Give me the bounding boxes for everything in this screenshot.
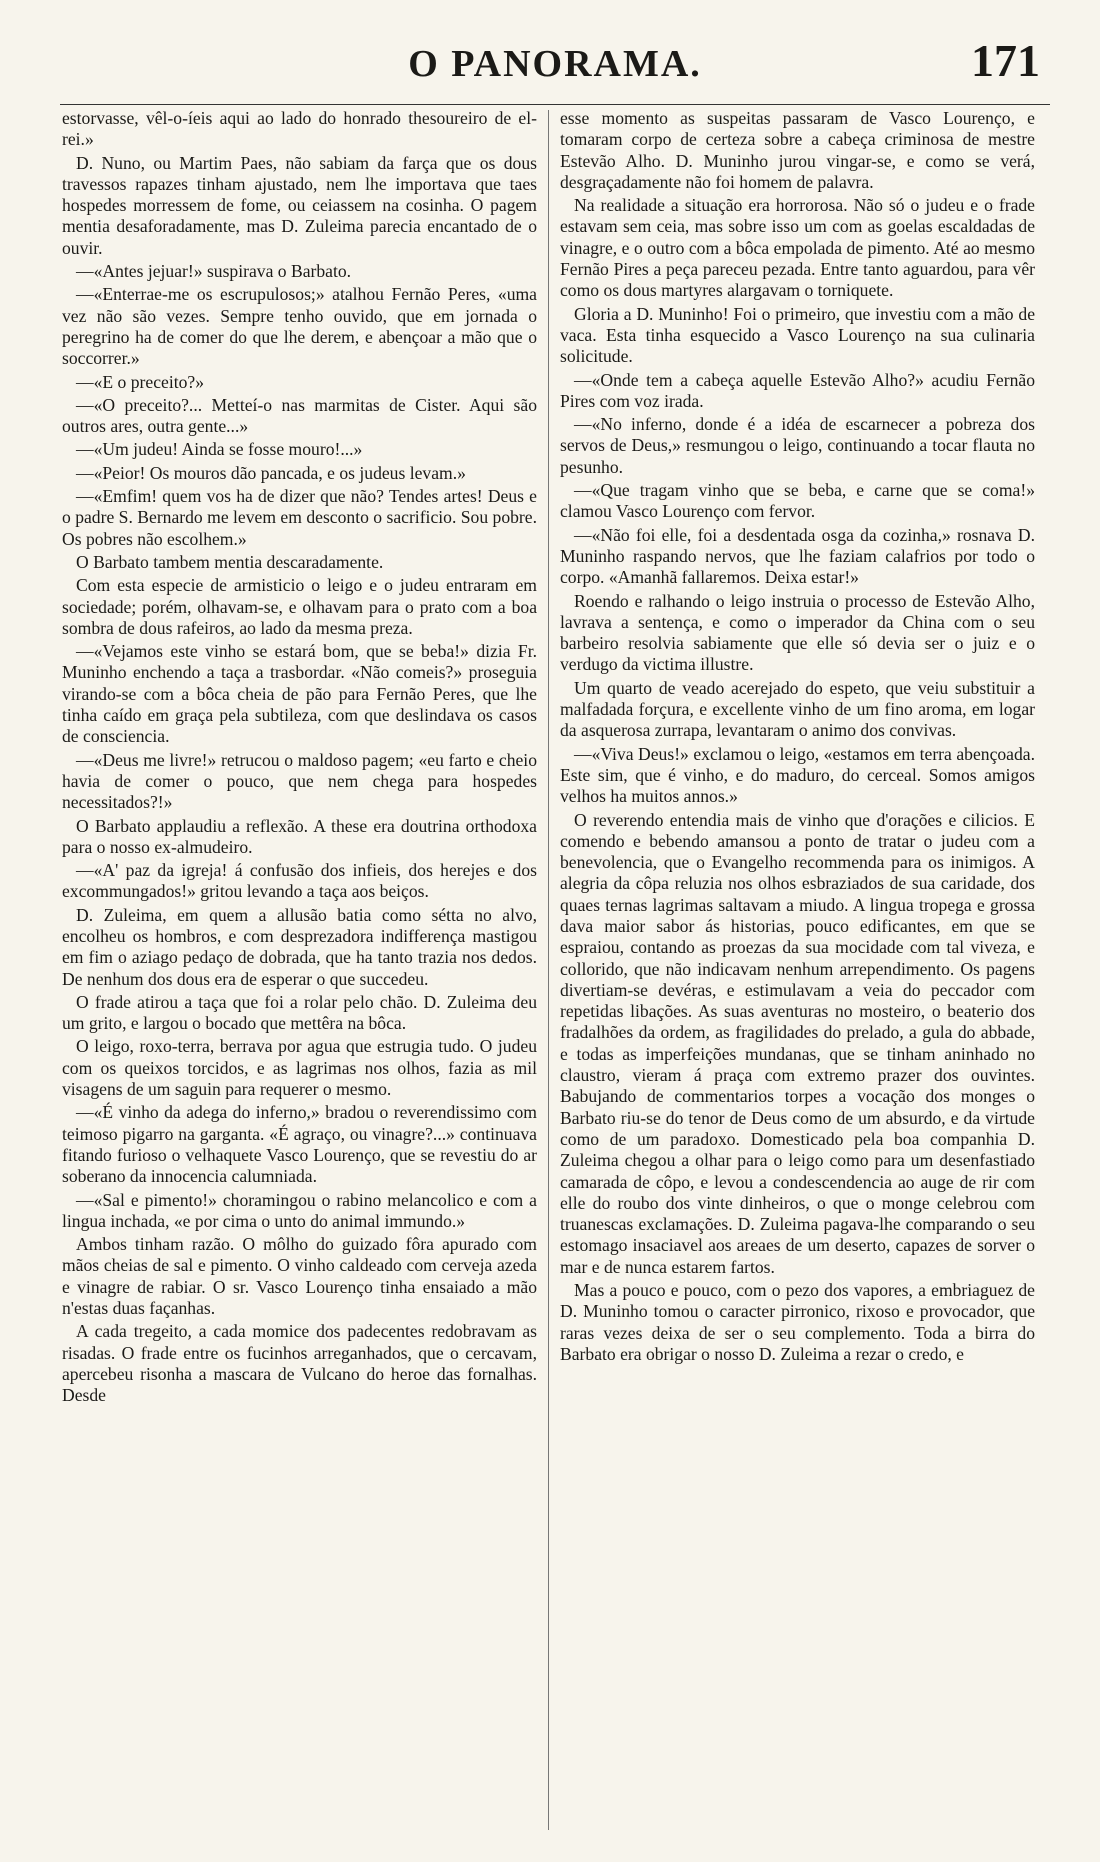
page-number: 171 (971, 35, 1040, 86)
masthead (60, 30, 1050, 100)
paragraph: —«Sal e pimento!» choramingou o rabino melancolico e com a lingua inchada, «e por cima o unto do animal immundo.» (62, 1189, 537, 1231)
paragraph: —«No inferno, donde é a idéa de escarnecer a pobreza dos servos de Deus,» resmungou o leigo, continuando a tocar flauta no pesunho. (560, 414, 1035, 477)
paragraph: —«Não foi elle, foi a desdentada osga da cozinha,» rosnava D. Muninho raspando nervos, que lhe faziam calafrios por todo o corpo. «Amanhã fallaremos. Deixa estar!» (560, 524, 1035, 588)
paragraph: —«Onde tem a cabeça aquelle Estevão Alho?» acudiu Fernão Pires com voz irada. (560, 369, 1035, 411)
paragraph: —«O preceito?... Metteí-o nas marmitas de Cister. Aqui são outros ares, outra gente...» (62, 394, 537, 437)
paragraph: —«Peior! Os mouros dão pancada, e os judeus levam.» (76, 462, 466, 483)
paragraph: O Barbato tambem mentia descaradamente. (76, 551, 384, 572)
paragraph: —«Viva Deus!» exclamou o leigo, «estamos em terra abençoada. Este sim, que é vinho, e do maduro, do cerceal. Somos amigos velhos ha muitos annos.» (560, 743, 1035, 807)
paragraph: D. Nuno, ou Martim Paes, não sabiam da farça que os dous travessos rapazes tinham ajustado, nem lhe importava que taes hospedes morressem de fome, ou ceiassem na cosinha. O pagem mentia desaforadamente, mas D. Zuleima parecia encantado de o ouvir. (62, 152, 537, 258)
paragraph: —«E o preceito?» (76, 371, 204, 392)
paragraph: Com esta especie de armisticio o leigo e o judeu entraram em sociedade; porém, olhavam-se, e olhavam para o prato com a boa sombra de dous rafeiros, ao lado da mesma preza. (62, 575, 537, 638)
column-divider (548, 110, 549, 1830)
paragraph: estorvasse, vêl-o-íeis aqui ao lado do honrado thesoureiro de el-rei.» (62, 108, 537, 150)
right-column (560, 108, 1035, 1838)
paragraph: —«Que tragam vinho que se beba, e carne que se coma!» clamou Vasco Lourenço com fervor. (560, 480, 1035, 522)
paragraph: O Barbato applaudiu a reflexão. A these era doutrina orthodoxa para o nosso ex-almudeiro. (62, 815, 537, 857)
paragraph: —«Um judeu! Ainda se fosse mouro!...» (76, 439, 363, 460)
paragraph: —«É vinho da adega do inferno,» bradou o reverendissimo com teimoso pigarro na garganta. «É agraço, ou vinagre?...» continuava fitando furioso o velhaquete Vasco Lourenço, que se revestiu do ar soberano da innocencia calumniada. (62, 1102, 537, 1187)
left-column (62, 108, 537, 1838)
paragraph: Ambos tinham razão. O môlho do guizado fôra apurado com mãos cheias de sal e pimento. O vinho caldeado com cerveja azeda e vinagre de rabiar. O sr. Vasco Lourenço tinha ensaiado a mão n'estas duas façanhas. (62, 1234, 537, 1319)
paragraph: A cada tregeito, a cada momice dos padecentes redobravam as risadas. O frade entre os fucinhos arreganhados, que o cercavam, apercebeu risonha a mascara de Vulcano do heroe das fornalhas. Desde (62, 1321, 537, 1406)
paragraph: —«Emfim! quem vos ha de dizer que não? Tendes artes! Deus e o padre S. Bernardo me levem em desconto o sacrificio. Sou pobre. Os pobres não escolhem.» (62, 486, 537, 549)
paragraph: Na realidade a situação era horrorosa. Não só o judeu e o frade estavam sem ceia, mas sobre isso um com as goelas escaldadas de vinagre, e o outro com a bôca empolada de pimento. Até ao mesmo Fernão Pires a peça pareceu pezada. Entre tanto aguardou, para vêr como os dous martyres alargavam o torniquete. (560, 195, 1035, 301)
header-rule (60, 104, 1050, 105)
periodical-title: O PANORAMA. (408, 43, 702, 85)
paragraph: —«Vejamos este vinho se estará bom, que se beba!» dizia Fr. Muninho enchendo a taça a trasbordar. «Não comeis?» proseguia virando-se com a bôca cheia de pão para Fernão Peres, que lhe tinha caído em graça pela subtileza, com que deslindava os casos de consciencia. (62, 641, 537, 747)
paragraph: Roendo e ralhando o leigo instruia o processo de Estevão Alho, lavrava a sentença, e como o imperador da China com o seu barbeiro resolvia sabiamente que elle só devia ser o juiz e o verdugo da victima illustre. (560, 590, 1035, 675)
paragraph: O frade atirou a taça que foi a rolar pelo chão. D. Zuleima deu um grito, e largou o bocado que mettêra na bôca. (62, 991, 537, 1034)
paragraph: Gloria a D. Muninho! Foi o primeiro, que investiu com a mão de vaca. Esta tinha esquecido a Vasco Lourenço na sua culinaria solicitude. (560, 303, 1035, 367)
paragraph: —«Enterrae-me os escrupulosos;» atalhou Fernão Peres, «uma vez não são vezes. Sempre tenho ouvido, que em jornada o peregrino ha de comer do que lhe derem, e abençoar a mão que o soccorrer.» (62, 284, 537, 369)
paragraph: —«Deus me livre!» retrucou o maldoso pagem; «eu farto e cheio havia de comer o pouco, que nem chega para hospedes necessitados?!» (62, 749, 537, 813)
paragraph: —«Antes jejuar!» suspirava o Barbato. (76, 261, 352, 282)
paragraph: Um quarto de veado acerejado do espeto, que veiu substituir a malfadada forçura, e excellente vinho de um fino aroma, em logar da asquerosa zurrapa, levantaram o animo dos convivas. (560, 677, 1035, 741)
paragraph: Mas a pouco e pouco, com o pezo dos vapores, a embriaguez de D. Muninho tomou o caracter pirronico, rixoso e provocador, que raras vezes deixa de ser o seu complemento. Toda a birra do Barbato era obrigar o nosso D. Zuleima a rezar o credo, e (560, 1280, 1035, 1364)
paragraph: O leigo, roxo-terra, berrava por agua que estrugia tudo. O judeu com os queixos torcidos, e as lagrimas nos olhos, fazia as mil visagens de um saguin para requerer o mesmo. (62, 1036, 537, 1100)
paragraph: esse momento as suspeitas passaram de Vasco Lourenço, e tomaram corpo de certeza sobre a cabeça criminosa de mestre Estevão Alho. D. Muninho jurou vingar-se, e como se verá, desgraçadamente não foi homem de palavra. (560, 108, 1035, 192)
paragraph: —«A' paz da igreja! á confusão dos infieis, dos herejes e dos excommungados!» gritou levando a taça aos beiços. (62, 860, 537, 902)
paragraph: O reverendo entendia mais de vinho que d'orações e cilicios. E comendo e bebendo amansou a ponto de tratar o judeu com a benevolencia, que o Evangelho recommenda para os inimigos. A alegria da côpa reluzia nos olhos esbraziados de sua caridade, dos quaes ternas lagrimas saltavam a miudo. A lingua tropega e grossa dava maior sabor ás historias, pouco edificantes, em que se espraiou, contando as proezas da sua mocidade com tal viveza, e collorido, que não indicavam nenhum arrependimento. Os pagens divertiam-se devéras, e estimulavam a veia do peccador com repetidas libações. As suas aventuras no mosteiro, o beaterio dos fradalhões da ordem, as fragilidades do prelado, a gula do abbade, e todas as imperfeições mundanas, que se tinham aninhado no claustro, vieram á praça com extremo prazer dos ouvintes. Babujando de commentarios torpes a vocação dos monges o Barbato riu-se do tenor de Deus como de um absurdo, e da virtude como de um paradoxo. Domesticado pela boa companhia D. Zuleima chegou a olhar para o leigo como para um desenfastiado camarada de côpo, e levou a condescendencia ao auge de rir com elle do roubo dos vinte dinheiros, o que o monge celebrou com truanescas exclamações. D. Zuleima pagava-lhe comparando o seu estomago insaciavel aos areaes de um deserto, capazes de sorver o mar e de nunca estarem fartos. (560, 809, 1035, 1277)
paragraph: D. Zuleima, em quem a allusão batia como sétta no alvo, encolheu os hombros, e com desprezadora indifferença mastigou em fim o aziago pedaço de dobrada, que ha tanto trazia nos dedos. De nenhum dos dous era de esperar o que succedeu. (62, 904, 537, 989)
